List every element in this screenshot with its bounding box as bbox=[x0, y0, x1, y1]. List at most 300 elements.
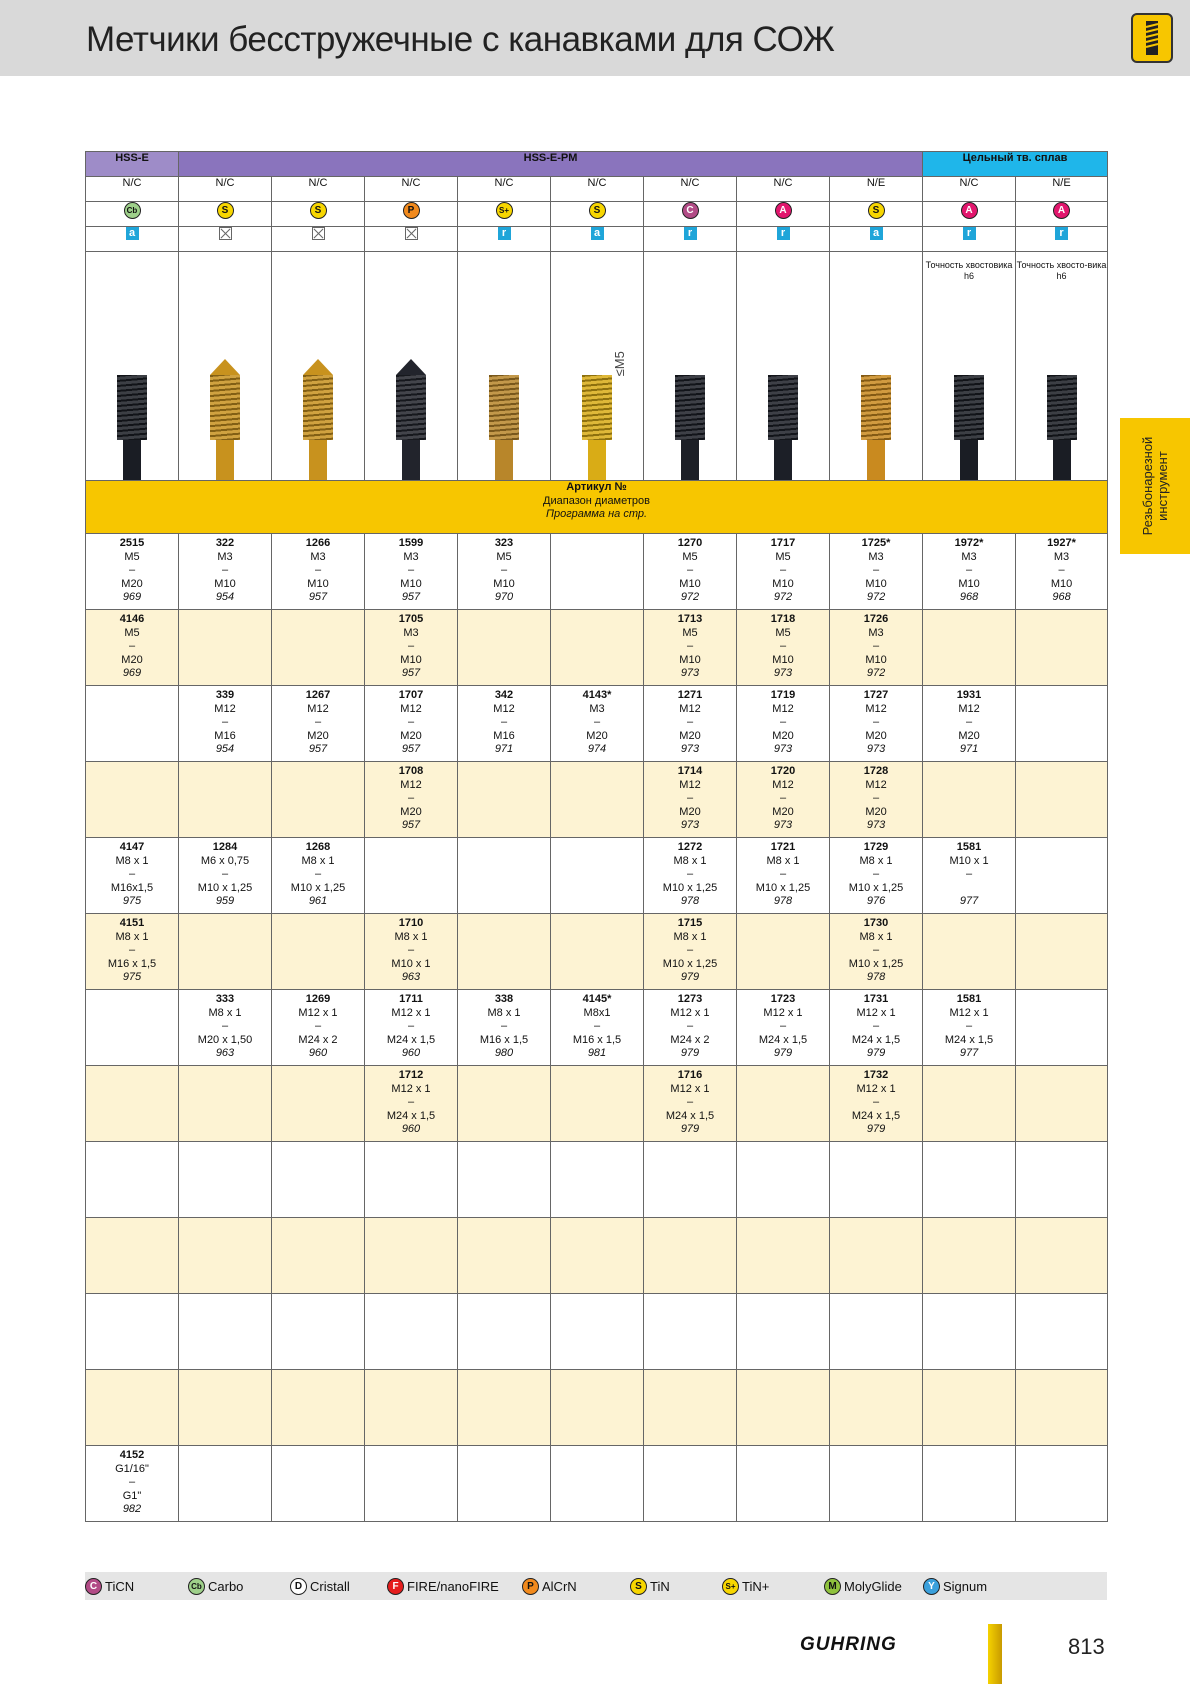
tool-form-icon: r bbox=[963, 227, 976, 240]
legend-label: AlCrN bbox=[542, 1579, 577, 1594]
legend-item bbox=[722, 1578, 769, 1595]
catalog-page[interactable]: 978 bbox=[773, 895, 793, 907]
article-number[interactable]: 4143* bbox=[582, 689, 612, 701]
article-number[interactable]: 1272 bbox=[677, 841, 703, 853]
catalog-page[interactable]: 978 bbox=[680, 895, 700, 907]
article-number[interactable]: 1269 bbox=[305, 993, 331, 1005]
article-number[interactable]: 4151 bbox=[119, 917, 145, 929]
diameter-to: M20 bbox=[865, 729, 887, 742]
table-cell bbox=[179, 990, 272, 1066]
table-cell bbox=[365, 1142, 458, 1218]
table-cell bbox=[365, 1294, 458, 1370]
article-number[interactable]: 1581 bbox=[956, 841, 982, 853]
article-number[interactable]: 1581 bbox=[956, 993, 982, 1005]
article-number[interactable]: 1268 bbox=[305, 841, 331, 853]
article-number[interactable]: 1729 bbox=[863, 841, 889, 853]
table-cell bbox=[644, 534, 737, 610]
tool-type-row bbox=[86, 227, 1108, 252]
diameter-from: M5 bbox=[496, 550, 512, 563]
through-hole-icon bbox=[312, 227, 325, 240]
table-cell bbox=[86, 990, 179, 1066]
catalog-page[interactable]: 973 bbox=[680, 743, 700, 755]
diameter-to: M24 x 1,5 bbox=[386, 1109, 436, 1122]
range-dash: – bbox=[314, 564, 322, 576]
catalog-page[interactable]: 975 bbox=[122, 895, 142, 907]
table-cell bbox=[551, 914, 644, 990]
article-number[interactable]: 4147 bbox=[119, 841, 145, 853]
table-row bbox=[86, 610, 1108, 686]
article-number[interactable]: 1727 bbox=[863, 689, 889, 701]
catalog-page[interactable]: 974 bbox=[587, 743, 607, 755]
table-cell bbox=[644, 686, 737, 762]
catalog-page[interactable]: 972 bbox=[866, 667, 886, 679]
table-cell bbox=[458, 1446, 551, 1522]
diameter-from: M8 x 1 bbox=[115, 930, 149, 943]
catalog-page[interactable]: 976 bbox=[866, 895, 886, 907]
article-number[interactable]: 1284 bbox=[212, 841, 238, 853]
article-number[interactable]: 4152 bbox=[119, 1449, 145, 1461]
tap-thread bbox=[675, 375, 705, 440]
diameter-to: M20 bbox=[958, 729, 980, 742]
range-dash: – bbox=[779, 716, 787, 728]
coating-cell bbox=[86, 202, 179, 227]
table-cell bbox=[86, 534, 179, 610]
table-cell bbox=[365, 534, 458, 610]
table-cell bbox=[272, 1446, 365, 1522]
table-cell bbox=[830, 762, 923, 838]
diameter-to: M10 x 1,25 bbox=[755, 881, 811, 894]
article-number[interactable]: 1271 bbox=[677, 689, 703, 701]
tap-tool-icon bbox=[117, 365, 147, 480]
table-cell bbox=[551, 838, 644, 914]
diameter-to: M20 bbox=[679, 729, 701, 742]
catalog-page[interactable]: 982 bbox=[122, 1503, 142, 1515]
range-dash: – bbox=[965, 716, 973, 728]
coating-icon: S bbox=[589, 202, 606, 219]
diameter-to: M24 x 1,5 bbox=[665, 1109, 715, 1122]
diameter-to: M20 bbox=[400, 805, 422, 818]
table-cell bbox=[644, 1142, 737, 1218]
table-row bbox=[86, 1142, 1108, 1218]
diameter-to: M10 x 1,25 bbox=[848, 881, 904, 894]
diameter-from: M3 bbox=[868, 626, 884, 639]
table-cell bbox=[644, 1446, 737, 1522]
diameter-to: M20 bbox=[865, 805, 887, 818]
tap-shank bbox=[1053, 440, 1071, 480]
material-group-header: HSS-E-PM bbox=[179, 152, 923, 177]
range-dash: – bbox=[686, 640, 694, 652]
table-cell bbox=[458, 762, 551, 838]
tap-tool-icon bbox=[1047, 365, 1077, 480]
diameter-from: M8 x 1 bbox=[394, 930, 428, 943]
tap-shank bbox=[216, 440, 234, 480]
diameter-to: M10 x 1,25 bbox=[848, 957, 904, 970]
catalog-page[interactable]: 980 bbox=[494, 1047, 514, 1059]
catalog-page[interactable]: 979 bbox=[680, 1047, 700, 1059]
diameter-to: M20 bbox=[400, 729, 422, 742]
catalog-page[interactable]: 981 bbox=[587, 1047, 607, 1059]
table-row bbox=[86, 762, 1108, 838]
catalog-page[interactable]: 960 bbox=[401, 1047, 421, 1059]
table-cell bbox=[86, 762, 179, 838]
table-cell bbox=[1016, 1218, 1108, 1294]
tap-tool-icon bbox=[861, 365, 891, 480]
decorative-gold-bar bbox=[988, 1624, 1002, 1684]
article-number[interactable]: 1713 bbox=[677, 613, 703, 625]
article-number[interactable]: 1712 bbox=[398, 1069, 424, 1081]
table-cell bbox=[923, 1370, 1016, 1446]
coating-icon: Y bbox=[923, 1578, 940, 1595]
article-number[interactable]: 1721 bbox=[770, 841, 796, 853]
table-cell bbox=[644, 610, 737, 686]
table-cell bbox=[923, 762, 1016, 838]
catalog-page[interactable]: 957 bbox=[401, 743, 421, 755]
table-cell bbox=[86, 1446, 179, 1522]
diameter-from: M12 x 1 bbox=[856, 1006, 896, 1019]
article-number[interactable]: 4146 bbox=[119, 613, 145, 625]
range-dash: – bbox=[500, 1020, 508, 1032]
tool-image-cell bbox=[644, 252, 737, 481]
article-number[interactable]: 338 bbox=[494, 993, 514, 1005]
coating-icon: P bbox=[522, 1578, 539, 1595]
diameter-to: G1" bbox=[122, 1489, 142, 1502]
process-cell: N/C bbox=[551, 177, 644, 202]
table-cell bbox=[179, 762, 272, 838]
range-dash: – bbox=[128, 564, 136, 576]
table-cell bbox=[365, 1370, 458, 1446]
catalog-page[interactable]: 960 bbox=[308, 1047, 328, 1059]
diameter-from: M8 x 1 bbox=[487, 1006, 521, 1019]
diameter-to: M24 x 1,5 bbox=[944, 1033, 994, 1046]
diameter-from: M3 bbox=[1053, 550, 1070, 563]
catalog-page[interactable]: 954 bbox=[215, 591, 235, 603]
diameter-from: M5 bbox=[682, 550, 698, 563]
article-number[interactable]: 1273 bbox=[677, 993, 703, 1005]
diameter-to: M10 x 1,25 bbox=[290, 881, 346, 894]
diameter-from: M12 x 1 bbox=[298, 1006, 338, 1019]
table-cell bbox=[179, 838, 272, 914]
article-number[interactable]: 1718 bbox=[770, 613, 796, 625]
table-cell bbox=[923, 914, 1016, 990]
diameter-from: M10 x 1 bbox=[949, 854, 989, 867]
table-cell bbox=[458, 838, 551, 914]
catalog-page[interactable]: 957 bbox=[308, 591, 328, 603]
article-number[interactable]: 342 bbox=[494, 689, 514, 701]
catalog-page[interactable]: 959 bbox=[215, 895, 235, 907]
article-number[interactable]: 1725* bbox=[861, 537, 891, 549]
legend-label: FIRE/nanoFIRE bbox=[407, 1579, 499, 1594]
catalog-page[interactable]: 977 bbox=[959, 895, 979, 907]
tool-type-cell bbox=[179, 227, 272, 252]
legend-item bbox=[522, 1578, 577, 1595]
catalog-page[interactable]: 973 bbox=[680, 667, 700, 679]
table-cell bbox=[458, 1294, 551, 1370]
tool-type-cell bbox=[923, 227, 1016, 252]
group-header-row bbox=[86, 152, 1108, 177]
article-number[interactable]: 1707 bbox=[398, 689, 424, 701]
table-cell bbox=[1016, 1446, 1108, 1522]
article-number[interactable]: 1717 bbox=[770, 537, 796, 549]
table-row bbox=[86, 914, 1108, 990]
table-cell bbox=[737, 1370, 830, 1446]
table-cell bbox=[830, 1446, 923, 1522]
catalog-page[interactable]: 957 bbox=[308, 743, 328, 755]
tool-form-icon: r bbox=[1055, 227, 1068, 240]
range-dash: – bbox=[593, 1020, 601, 1032]
table-cell bbox=[737, 1066, 830, 1142]
catalog-page[interactable]: 963 bbox=[215, 1047, 235, 1059]
table-cell bbox=[644, 838, 737, 914]
diameter-range-label: Диапазон диаметров bbox=[543, 494, 650, 507]
article-number[interactable]: 1270 bbox=[677, 537, 703, 549]
coating-cell bbox=[551, 202, 644, 227]
catalog-page[interactable]: 979 bbox=[866, 1047, 886, 1059]
range-dash: – bbox=[128, 944, 136, 956]
table-cell bbox=[86, 686, 179, 762]
article-number[interactable]: 2515 bbox=[119, 537, 145, 549]
tap-shank bbox=[867, 440, 885, 480]
catalog-page[interactable]: 979 bbox=[680, 971, 700, 983]
shank-tolerance-note: Точность хвосто-вика h6 bbox=[1016, 260, 1107, 281]
range-dash: – bbox=[407, 716, 415, 728]
catalog-page[interactable]: 968 bbox=[1052, 591, 1071, 603]
diameter-from: M12 x 1 bbox=[670, 1006, 710, 1019]
catalog-page[interactable]: 957 bbox=[401, 591, 421, 603]
article-number[interactable]: 1267 bbox=[305, 689, 331, 701]
catalog-page[interactable]: 968 bbox=[959, 591, 979, 603]
catalog-page[interactable]: 957 bbox=[401, 819, 421, 831]
article-number[interactable]: 1715 bbox=[677, 917, 703, 929]
tool-image-cell bbox=[737, 252, 830, 481]
article-number[interactable]: 1711 bbox=[399, 993, 423, 1005]
diameter-from: M12 x 1 bbox=[856, 1082, 896, 1095]
diameter-to: M10 x 1,25 bbox=[662, 881, 718, 894]
catalog-page[interactable]: 973 bbox=[773, 743, 793, 755]
table-cell bbox=[458, 1370, 551, 1446]
coating-icon: S bbox=[868, 202, 885, 219]
article-number[interactable]: 1719 bbox=[770, 689, 796, 701]
tool-form-icon: r bbox=[684, 227, 697, 240]
catalog-page[interactable]: 969 bbox=[122, 591, 142, 603]
catalog-page[interactable]: 975 bbox=[122, 971, 142, 983]
table-cell bbox=[458, 686, 551, 762]
table-cell bbox=[737, 1294, 830, 1370]
diameter-to: M10 bbox=[772, 577, 794, 590]
tap-shank bbox=[123, 440, 141, 480]
table-row bbox=[86, 686, 1108, 762]
tool-form-icon: r bbox=[777, 227, 790, 240]
table-cell bbox=[272, 1294, 365, 1370]
tool-form-icon: a bbox=[591, 227, 604, 240]
table-cell bbox=[551, 1446, 644, 1522]
shank-tolerance-note: Точность хвостовика h6 bbox=[925, 260, 1013, 281]
diameter-to: M10 bbox=[214, 577, 236, 590]
catalog-page[interactable]: 977 bbox=[959, 1047, 979, 1059]
diameter-to: M10 x 1,25 bbox=[662, 957, 718, 970]
range-dash: – bbox=[407, 640, 415, 652]
coating-icon: M bbox=[824, 1578, 841, 1595]
article-number[interactable]: 1723 bbox=[770, 993, 796, 1005]
catalog-page[interactable]: 954 bbox=[215, 743, 235, 755]
table-cell bbox=[737, 534, 830, 610]
table-cell bbox=[923, 1294, 1016, 1370]
article-number[interactable]: 333 bbox=[215, 993, 235, 1005]
coating-icon: S+ bbox=[496, 202, 513, 219]
range-dash: – bbox=[872, 716, 880, 728]
table-cell bbox=[737, 1142, 830, 1218]
diameter-to: M20 bbox=[586, 729, 608, 742]
article-number[interactable]: 1728 bbox=[863, 765, 889, 777]
range-dash: – bbox=[872, 944, 880, 956]
catalog-page[interactable]: 961 bbox=[308, 895, 328, 907]
catalog-page[interactable]: 973 bbox=[866, 743, 886, 755]
range-dash: – bbox=[221, 1020, 229, 1032]
tap-tool-icon bbox=[675, 365, 705, 480]
catalog-page[interactable]: 972 bbox=[680, 591, 700, 603]
table-cell bbox=[179, 1294, 272, 1370]
table-cell bbox=[737, 686, 830, 762]
catalog-page[interactable]: 969 bbox=[122, 667, 142, 679]
table-cell bbox=[179, 1066, 272, 1142]
article-number[interactable]: 1720 bbox=[770, 765, 796, 777]
tool-type-cell bbox=[272, 227, 365, 252]
diameter-from: M12 x 1 bbox=[763, 1006, 803, 1019]
article-number[interactable]: 1972* bbox=[954, 537, 984, 549]
tap-shank bbox=[588, 440, 606, 480]
table-cell bbox=[365, 1066, 458, 1142]
article-number[interactable]: 1732 bbox=[863, 1069, 889, 1081]
table-row bbox=[86, 1370, 1108, 1446]
diameter-from: M12 bbox=[400, 778, 422, 791]
table-cell bbox=[179, 534, 272, 610]
legend-label: Carbo bbox=[208, 1579, 244, 1594]
catalog-page[interactable]: 973 bbox=[680, 819, 700, 831]
table-cell bbox=[179, 686, 272, 762]
article-number[interactable]: 1710 bbox=[398, 917, 424, 929]
article-number[interactable]: 1931 bbox=[956, 689, 982, 701]
coating-cell bbox=[1016, 202, 1108, 227]
tool-type-cell bbox=[644, 227, 737, 252]
product-table bbox=[85, 151, 1108, 1522]
article-number[interactable]: 4145* bbox=[582, 993, 612, 1005]
article-number[interactable]: 1599 bbox=[398, 537, 424, 549]
table-row bbox=[86, 1294, 1108, 1370]
table-cell bbox=[737, 762, 830, 838]
catalog-page[interactable]: 979 bbox=[866, 1123, 886, 1135]
catalog-page[interactable]: 978 bbox=[866, 971, 886, 983]
catalog-page[interactable]: 972 bbox=[866, 591, 886, 603]
tap-thread bbox=[768, 375, 798, 440]
table-cell bbox=[644, 990, 737, 1066]
table-cell bbox=[1016, 686, 1108, 762]
catalog-page[interactable]: 971 bbox=[959, 743, 979, 755]
table-cell bbox=[179, 914, 272, 990]
catalog-page[interactable]: 973 bbox=[866, 819, 886, 831]
catalog-page[interactable]: 970 bbox=[494, 591, 514, 603]
range-dash: – bbox=[500, 564, 508, 576]
catalog-page[interactable]: 973 bbox=[773, 819, 793, 831]
article-number[interactable]: 1714 bbox=[677, 765, 703, 777]
tool-type-cell bbox=[737, 227, 830, 252]
tap-tool-icon bbox=[210, 365, 240, 480]
article-number[interactable]: 1705 bbox=[398, 613, 424, 625]
catalog-page[interactable]: 971 bbox=[494, 743, 514, 755]
article-number[interactable]: 1716 bbox=[677, 1069, 703, 1081]
article-number[interactable]: 339 bbox=[215, 689, 235, 701]
article-number[interactable]: 1730 bbox=[863, 917, 889, 929]
range-dash: – bbox=[500, 716, 508, 728]
catalog-page[interactable]: 963 bbox=[401, 971, 421, 983]
diameter-to: M20 x 1,50 bbox=[197, 1033, 253, 1046]
diameter-from: M3 bbox=[403, 626, 419, 639]
diameter-to: M24 x 1,5 bbox=[386, 1033, 436, 1046]
catalog-page[interactable]: 979 bbox=[773, 1047, 793, 1059]
tool-type-cell bbox=[458, 227, 551, 252]
diameter-to: M24 x 1,5 bbox=[851, 1109, 901, 1122]
article-number[interactable]: 322 bbox=[215, 537, 235, 549]
table-cell bbox=[272, 1142, 365, 1218]
table-cell bbox=[272, 914, 365, 990]
table-cell bbox=[551, 1142, 644, 1218]
process-cell: N/E bbox=[1016, 177, 1108, 202]
catalog-page[interactable]: 979 bbox=[680, 1123, 700, 1135]
table-cell bbox=[365, 1446, 458, 1522]
diameter-from: M3 bbox=[310, 550, 326, 563]
table-cell bbox=[179, 1218, 272, 1294]
diameter-from: M8 x 1 bbox=[859, 854, 893, 867]
coating-icon: S bbox=[630, 1578, 647, 1595]
catalog-page[interactable]: 972 bbox=[773, 591, 793, 603]
diameter-from: M12 bbox=[772, 702, 794, 715]
table-cell bbox=[365, 762, 458, 838]
article-number[interactable]: 1708 bbox=[398, 765, 424, 777]
article-number[interactable]: 323 bbox=[494, 537, 514, 549]
catalog-page[interactable]: 960 bbox=[401, 1123, 421, 1135]
table-cell bbox=[644, 1294, 737, 1370]
legend-item bbox=[824, 1578, 902, 1595]
tap-thread bbox=[1047, 375, 1077, 440]
table-cell bbox=[830, 534, 923, 610]
table-cell bbox=[458, 914, 551, 990]
tool-form-icon: a bbox=[870, 227, 883, 240]
tap-shank bbox=[681, 440, 699, 480]
article-number[interactable]: 1266 bbox=[305, 537, 331, 549]
diameter-from: M5 bbox=[682, 626, 698, 639]
article-number[interactable]: 1726 bbox=[863, 613, 889, 625]
diameter-from: M12 bbox=[865, 702, 887, 715]
table-cell bbox=[1016, 1066, 1108, 1142]
catalog-page[interactable]: 957 bbox=[401, 667, 421, 679]
table-cell bbox=[830, 686, 923, 762]
table-cell bbox=[458, 990, 551, 1066]
tool-image-cell bbox=[830, 252, 923, 481]
legend-label: TiCN bbox=[105, 1579, 135, 1594]
legend-band-cell bbox=[86, 481, 1108, 534]
table-cell bbox=[551, 1370, 644, 1446]
range-dash: – bbox=[128, 868, 136, 880]
range-dash: – bbox=[314, 868, 322, 880]
coating-icon: S bbox=[217, 202, 234, 219]
article-number[interactable]: 1927* bbox=[1047, 537, 1076, 549]
diameter-from: M12 bbox=[679, 778, 701, 791]
tap-thread bbox=[210, 375, 240, 440]
tool-image-cell bbox=[86, 252, 179, 481]
catalog-page[interactable]: 973 bbox=[773, 667, 793, 679]
table-cell bbox=[365, 1218, 458, 1294]
section-side-tab-label: Резьбонарезной инструмент bbox=[1140, 436, 1170, 536]
article-number[interactable]: 1731 bbox=[863, 993, 889, 1005]
diameter-to: M10 bbox=[400, 577, 422, 590]
